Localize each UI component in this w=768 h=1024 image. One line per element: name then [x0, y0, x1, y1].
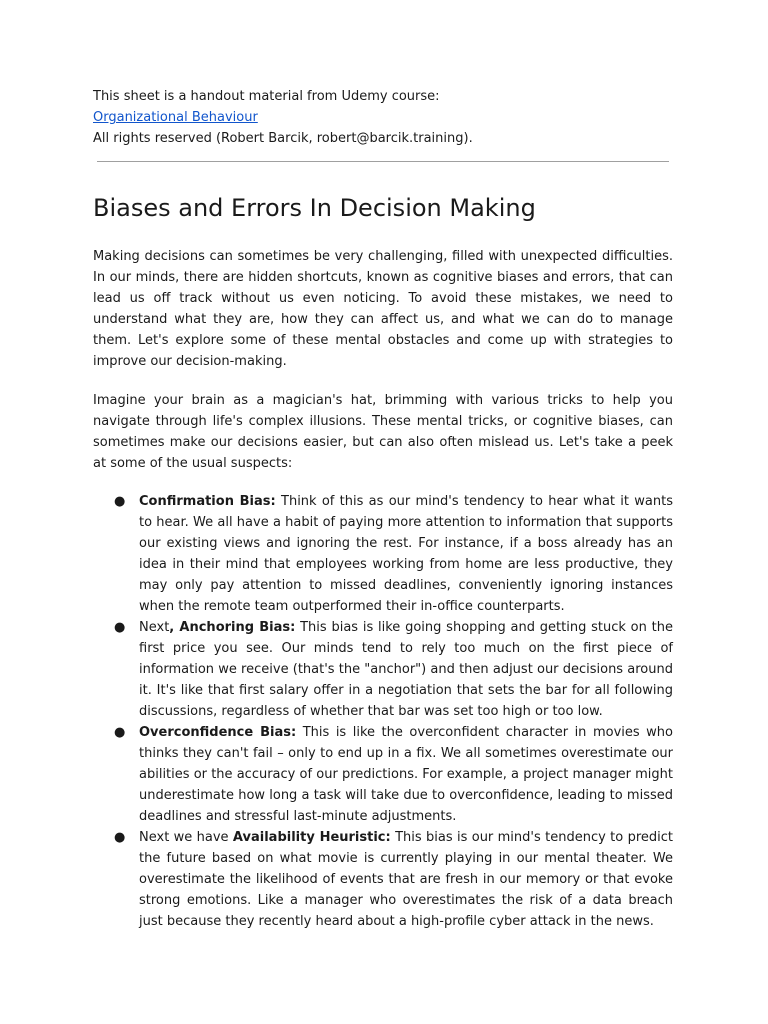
bias-term: , Anchoring Bias:: [169, 620, 296, 635]
document-page: [93, 86, 673, 932]
list-item-anchoring-bias: [93, 617, 673, 722]
bias-description: This is like the overconfident character in movies who thinks they can't fail – only to end up in a fix. We all sometimes overestimate our abilities or the accuracy of our predictions. For example, a project manager might underestimate how long a task will take due to overconfidence, leading to missed deadlines and stressful last-minute adjustments.: [139, 725, 674, 824]
intro-paragraph: Making decisions can sometimes be very challenging, filled with unexpected difficulties. In our minds, there are hidden shortcuts, known as cognitive biases and errors, that can lead us off track without us even noticing. To avoid these mistakes, we need to understand what they are, how they can affect us, and what we can do to manage them. Let's explore some of these mental obstacles and come up with strategies to improve our decision-making.: [93, 249, 673, 369]
list-item-confirmation-bias: [93, 491, 673, 617]
bias-term: Overconfidence Bias:: [139, 725, 297, 740]
bias-description: This bias is our mind's tendency to predict the future based on what movie is currently playing in our mental theater. We overestimate the likelihood of events that are fresh in our memory or that evoke strong emotions. Like a manager who overestimates the risk of a data breach just because they recently heard about a high-profile cyber attack in the news.: [139, 830, 673, 929]
bias-description: This bias is like going shopping and getting stuck on the first price you see. Our minds tend to rely too much on the first piece of information we receive (that's the "anchor") and then adjust our decisions around it. It's like that first salary offer in a negotiation that sets the bar for all following discussions, regardless of whether that bar was set too high or too low.: [139, 620, 673, 719]
handout-intro: This sheet is a handout material from Udemy course:: [93, 89, 440, 104]
document-title: Biases and Errors In Decision Making: [93, 194, 536, 222]
course-link[interactable]: Organizational Behaviour: [93, 110, 258, 125]
bullet-icon: ●: [114, 494, 126, 509]
bias-description: Think of this as our mind's tendency to hear what it wants to hear. We all have a habit of paying more attention to information that supports our existing views and ignoring the rest. For instance, if a boss already has an idea in their mind that employees working from home are less productive, they may only pay attention to missed deadlines, conveniently ignoring instances when the remote team outperformed their in-office counterparts.: [139, 494, 673, 614]
bullet-icon: ●: [114, 830, 126, 845]
bullet-icon: ●: [114, 620, 126, 635]
bias-lead: Next: [139, 620, 170, 635]
bias-term: Availability Heuristic:: [232, 830, 391, 845]
bias-term: Confirmation Bias:: [139, 494, 276, 509]
suspects-paragraph: Imagine your brain as a magician's hat, brimming with various tricks to help you navigate through life's complex illusions. These mental tricks, or cognitive biases, can sometimes make our decisions easier, but can also often mislead us. Let's take a peek at some of the usual suspects:: [93, 393, 673, 471]
bullet-icon: ●: [114, 725, 126, 740]
horizontal-divider: [97, 161, 669, 162]
bias-lead: Next we have: [139, 830, 233, 845]
list-item-availability-heuristic: [93, 827, 673, 932]
course-link-line: [93, 107, 673, 128]
list-item-overconfidence-bias: [93, 722, 673, 827]
bias-list: [93, 491, 673, 932]
rights-notice: All rights reserved (Robert Barcik, robert@barcik.training).: [93, 131, 473, 146]
